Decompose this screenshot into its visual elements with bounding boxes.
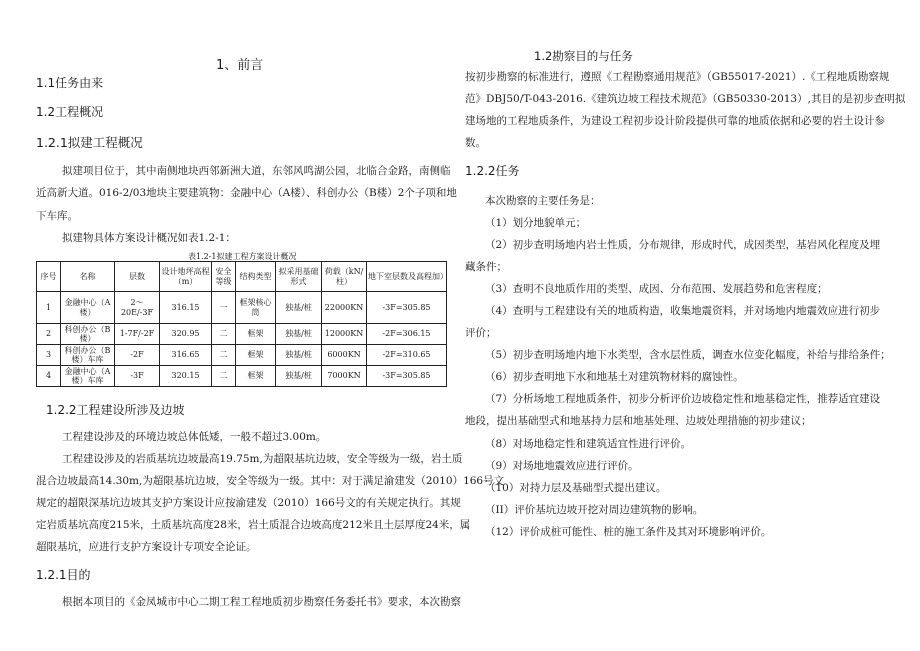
table-header: 安全等级: [212, 262, 236, 292]
table-cell: 框架: [236, 345, 276, 366]
paragraph-line: 工程建设涉及的岩质基坑边坡最高19.75m,为超限基坑边坡，安全等级为一级，岩土质: [62, 453, 463, 465]
task-item: 评价；: [465, 327, 497, 339]
table-header: 荷载（kN/柱）: [322, 262, 367, 292]
table-cell: 独基/桩: [276, 366, 322, 387]
paragraph-line: 数。: [465, 137, 486, 149]
task-item: （8）对场地稳定性和建筑适宜性进行评价。: [485, 438, 692, 450]
heading-1-1: 1.1任务由来: [36, 76, 104, 90]
heading-1-2-purpose-tasks: 1.2勘察目的与任务: [534, 49, 633, 63]
table-cell: 1: [37, 292, 61, 324]
table-cell: 金融中心（A楼）车库: [61, 366, 115, 387]
task-item: （4）查明与工程建设有关的地质构造，收集地震资料，并对场地内地震效应进行初步: [485, 305, 881, 317]
table-cell: 二: [212, 366, 236, 387]
table-cell: 316.15: [160, 292, 212, 324]
table-cell: 二: [212, 345, 236, 366]
table-header: 序号: [37, 262, 61, 292]
table-cell: 二: [212, 324, 236, 345]
table-row: [37, 366, 447, 387]
table-header: 设计地坪高程（m）: [160, 262, 212, 292]
table-cell: 4: [37, 366, 61, 387]
table-cell: -3F=305.85: [367, 292, 447, 324]
heading-1-2-2-tasks: 1.2.2任务: [465, 164, 520, 178]
table-cell: -3F: [115, 366, 160, 387]
task-item: （7）分析场地工程地质条件，初步分析评价边坡稳定性和地基稳定性，推荐适宜建设: [485, 393, 881, 405]
table-cell: 316.65: [160, 345, 212, 366]
section-title: 1、前言: [216, 58, 264, 73]
table-row: [37, 292, 447, 324]
task-item: （3）查明不良地质作用的类型、成因、分布范围、发展趋势和危害程度；: [485, 283, 828, 295]
task-item: （5）初步查明场地内地下水类型，含水层性质，调查水位变化幅度，补给与排给条件；: [485, 349, 891, 361]
paragraph-line: 按初步勘察的标准进行，遵照《工程勘察通用规范》（GB55017-2021）.《工程地质勘察规: [465, 71, 890, 83]
table-cell: -2F=306.15: [367, 324, 447, 345]
table-cell: 2: [37, 324, 61, 345]
table-cell: 独基/桩: [276, 292, 322, 324]
table-row: [37, 324, 447, 345]
table-header-row: [37, 262, 447, 292]
table-header: 地下室层数及高程加）: [367, 262, 447, 292]
task-item: （II）评价基坑边坡开挖对周边建筑物的影响。: [485, 504, 704, 516]
table-cell: 科创办公（B楼）: [61, 324, 115, 345]
paragraph-line: 工程建设涉及的环境边坡总体低矮，一般不超过3.00m。: [62, 431, 327, 443]
table-cell: 2～20E/-3F: [115, 292, 160, 324]
paragraph-line: 范》DBJ50/T-043-2016.《建筑边坡工程技术规范》（GB50330-2013）,其目的是初步查明拟: [465, 93, 906, 105]
heading-1-2-1-purpose: 1.2.1目的: [36, 568, 91, 582]
table-cell: 框架核心筒: [236, 292, 276, 324]
task-item: （10）对持力层及基础型式提出建议。: [485, 482, 667, 494]
heading-1-2: 1.2工程概况: [36, 105, 104, 119]
paragraph-line: 规定的超限深基坑边坡其支护方案设计应按渝建发（2010）166号文的有关规定执行。其规: [36, 497, 461, 509]
paragraph-line: 混合边坡最高14.30m,为超限基坑边坡，安全等级为一级。其中：对于满足渝建发（2010）166号文: [36, 475, 505, 487]
paragraph-line: 拟建物具体方案设计概况如表1.2-1：: [62, 232, 236, 244]
table-cell: 金融中心（A楼）: [61, 292, 115, 324]
table-cell: 6000KN: [322, 345, 367, 366]
table-caption: 表1.2-1拟建工程方案设计概况: [188, 252, 297, 261]
paragraph-line: 本次勘察的主要任务是：: [485, 195, 601, 207]
task-item: （2）初步查明场地内岩土性质，分布规律，形成时代，成因类型，基岩风化程度及埋: [485, 239, 881, 251]
table-cell: -3F=305.85: [367, 366, 447, 387]
table-header: 结构类型: [236, 262, 276, 292]
table-cell: 框架: [236, 324, 276, 345]
task-item: 地段，提出基础型式和地基持力层和地基处理、边坡处理措施的初步建议；: [465, 415, 812, 427]
heading-1-2-1: 1.2.1拟建工程概况: [36, 135, 143, 150]
table-cell: 一: [212, 292, 236, 324]
task-item: （1）划分地貌单元；: [485, 217, 587, 229]
paragraph-line: 下车库。: [36, 210, 78, 222]
paragraph-line: 建场地的工程地质条件，为建设工程初步设计阶段提供可靠的地质依据和必要的岩土设计参: [465, 115, 885, 127]
table-cell: 框架: [236, 366, 276, 387]
paragraph-line: 超限基坑，应进行支护方案设计专项安全论证。: [36, 541, 257, 553]
table-cell: 7000KN: [322, 366, 367, 387]
paragraph-line: 定岩质基坑高度215米，土质基坑高度28米，岩土质混合边坡高度212米且土层厚度24米，属: [36, 519, 471, 531]
paragraph-line: 拟建项目位于，其中南侧地块西邻新洲大道，东邻风鸣湖公园，北临合金路，南侧临: [62, 165, 451, 177]
task-item: （12）评价成桩可能性、桩的施工条件及其对环境影响评价。: [485, 526, 772, 538]
task-item: （9）对场地地震效应进行评价。: [485, 460, 639, 472]
table-header: 拟采用基础形式: [276, 262, 322, 292]
table-cell: 3: [37, 345, 61, 366]
table-cell: 1-7F/-2F: [115, 324, 160, 345]
table-cell: 12000KN: [322, 324, 367, 345]
task-item: 藏条件；: [465, 261, 507, 273]
paragraph-line: 近高新大道。016-2/03地块主要建筑物：金融中心（A楼）、科创办公（B楼）2个子项和地: [36, 187, 457, 199]
paragraph-line: 根据本项目的《金凤城市中心二期工程工程地质初步勘察任务委托书》要求，本次勘察: [62, 596, 461, 608]
table-cell: 320.95: [160, 324, 212, 345]
table-cell: 科创办公（B楼）车库: [61, 345, 115, 366]
table-cell: 独基/桩: [276, 324, 322, 345]
table-cell: -2F: [115, 345, 160, 366]
table-cell: -2F=310.65: [367, 345, 447, 366]
design-overview-table: [36, 261, 447, 387]
table-header: 层数: [115, 262, 160, 292]
table-cell: 22000KN: [322, 292, 367, 324]
table-header: 名称: [61, 262, 115, 292]
table-cell: 独基/桩: [276, 345, 322, 366]
task-item: （6）初步查明地下水和地基土对建筑物材料的腐蚀性。: [485, 371, 744, 383]
table-row: [37, 345, 447, 366]
table-cell: 320.15: [160, 366, 212, 387]
heading-1-2-2: 1.2.2工程建设所涉及边坡: [46, 403, 185, 417]
